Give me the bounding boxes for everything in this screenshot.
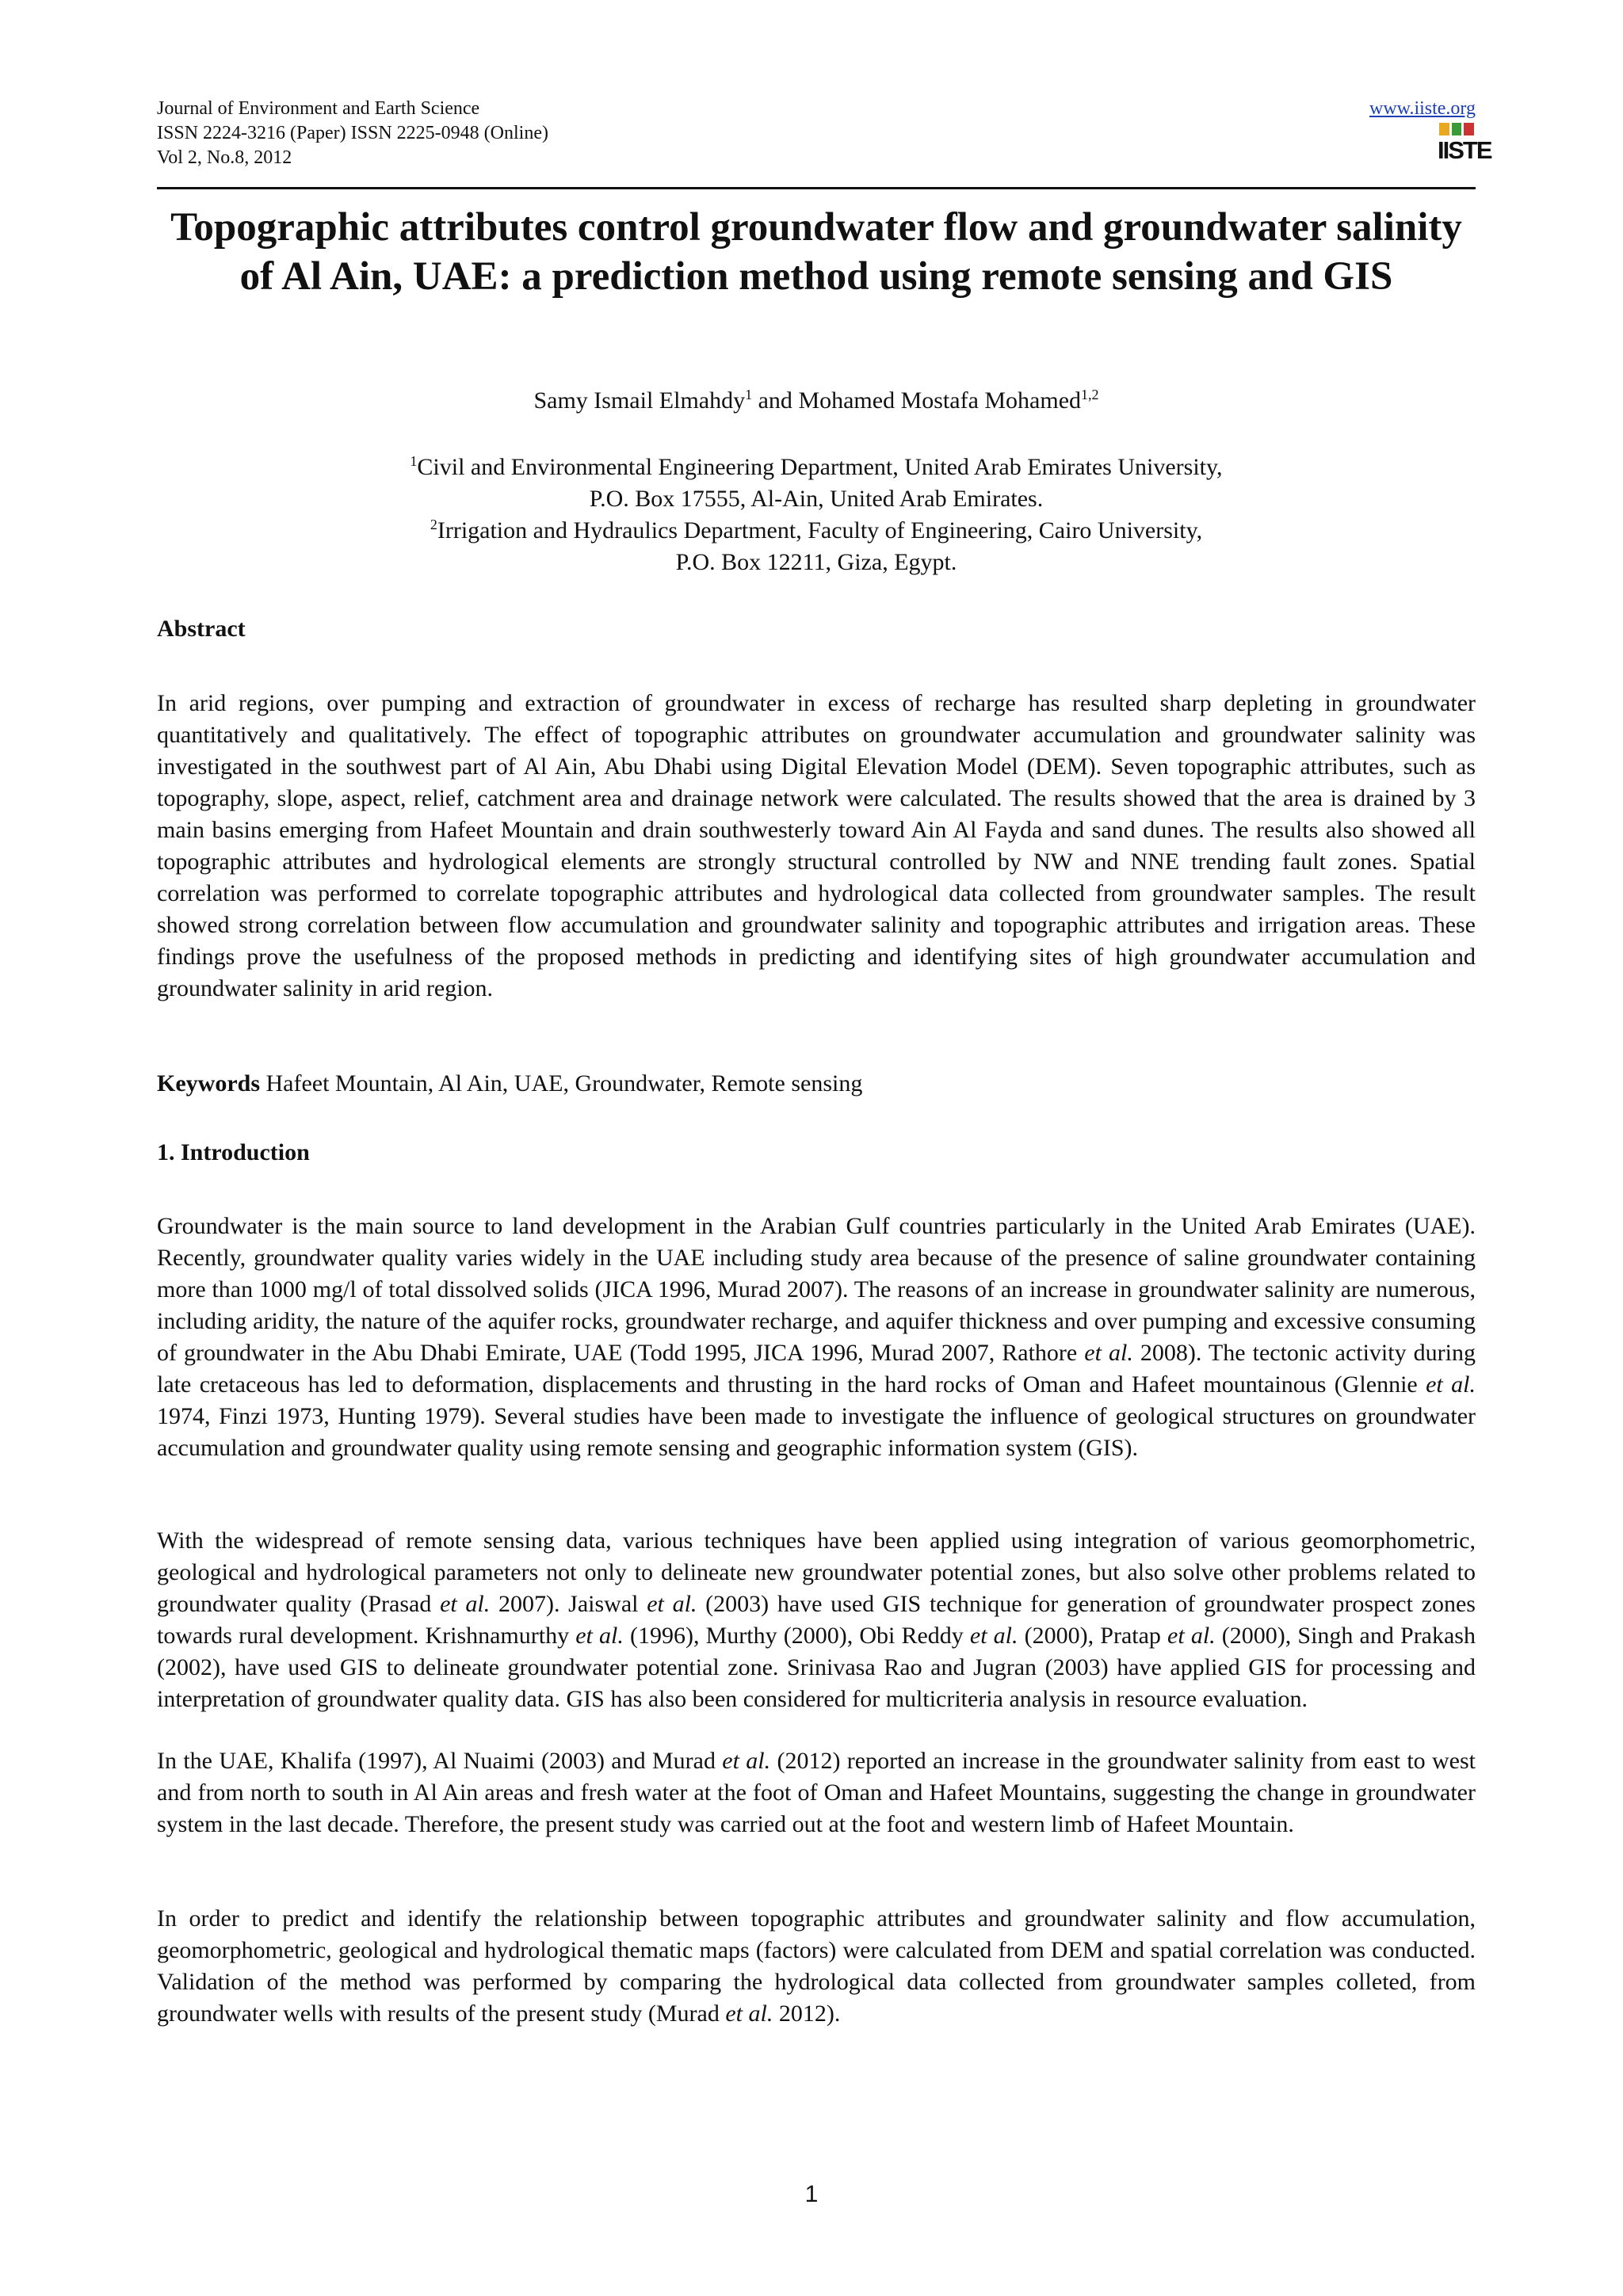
journal-volume: Vol 2, No.8, 2012 — [157, 147, 292, 168]
journal-website-link[interactable]: www.iiste.org — [1369, 98, 1476, 119]
affiliation-2-line-2: P.O. Box 12211, Giza, Egypt. — [675, 549, 957, 575]
intro-paragraph-1: Groundwater is the main source to land development in the Arabian Gulf countries particularly in the United Arab Emirates (UAE). Recently, groundwater quality varies widely in the UAE including study area because of the presence of saline groundwater containing more than 1000 mg/l of total dissolved solids (JICA 1996, Murad 2007). The reasons of an increase in groundwater salinity are numerous, including aridity, the nature of the aquifer rocks, groundwater recharge, and aquifer thickness and over pumping and excessive consuming of groundwater in the Abu Dhabi Emirate, UAE (Todd 1995, JICA 1996, Murad 2007, Rathore et al. 2008). The tectonic activity during late cretaceous has led to deformation, displacements and thrusting in the hard rocks of Oman and Hafeet mountainous (Glennie et al. 1974, Finzi 1973, Hunting 1979). Several studies have been made to investigate the influence of geological structures on groundwater accumulation and groundwater quality using remote sensing and geographic information system (GIS). — [157, 1213, 1476, 1461]
author-line — [157, 385, 1476, 417]
intro-paragraph-3: In the UAE, Khalifa (1997), Al Nuaimi (2003) and Murad et al. (2012) reported an increase in the groundwater salinity from east to west and from north to south in Al Ain areas and fresh water at the foot of Oman and Hafeet Mountains, suggesting the change in groundwater system in the last decade. Therefore, the present study was carried out at the foot and western limb of Hafeet Mountain. — [157, 1748, 1476, 1837]
intro-paragraph-2: With the widespread of remote sensing data, various techniques have been applied using integration of various geomorphometric, geological and hydrological parameters not only to delineate new groundwater potential zones, but also solve other problems related to groundwater quality (Prasad et al. 2007). Jaiswal et al. (2003) have used GIS technique for generation of groundwater prospect zones towards rural development. Krishnamurthy et al. (1996), Murthy (2000), Obi Reddy et al. (2000), Pratap et al. (2000), Singh and Prakash (2002), have used GIS to delineate groundwater potential zone. Srinivasa Rao and Jugran (2003) have applied GIS for processing and interpretation of groundwater quality data. GIS has also been considered for multicriteria analysis in resource evaluation. — [157, 1527, 1476, 1712]
keywords-list: Hafeet Mountain, Al Ain, UAE, Groundwater, Remote sensing — [260, 1070, 863, 1097]
author-2: Mohamed Mostafa Mohamed — [798, 387, 1082, 414]
affiliation-2-line-1: $^2$Irrigation and Hydraulics Department, Faculty of Engineering, Cairo University, — [430, 517, 1203, 543]
keywords-line — [157, 1068, 1476, 1100]
author-2-affiliation-mark: 1,2 — [1081, 387, 1099, 402]
intro-paragraph-4: In order to predict and identify the relationship between topographic attributes and groundwater salinity and flow accumulation, geomorphometric, geological and hydrological thematic maps (factors) were calculated from DEM and spatial correlation was conducted. Validation of the method was performed by comparing the hydrological data collected from groundwater samples colleted, from groundwater wells with results of the present study (Murad et al. 2012). — [157, 1905, 1476, 2027]
logo-bars — [1439, 123, 1474, 135]
journal-name: Journal of Environment and Earth Science — [157, 98, 480, 119]
paper-title: Topographic attributes control groundwater flow and groundwater salinity of Al Ain, UAE: a prediction method using remote sensing and GIS — [170, 205, 1462, 299]
header-divider — [157, 187, 1476, 189]
journal-header — [157, 97, 548, 170]
author-conjunction: and — [752, 387, 799, 414]
journal-issn: ISSN 2224-3216 (Paper) ISSN 2225-0948 (Online) — [157, 123, 548, 143]
introduction-heading: 1. Introduction — [157, 1139, 310, 1165]
abstract-text: In arid regions, over pumping and extraction of groundwater in excess of recharge has resulted sharp depleting in groundwater quantitatively and qualitatively. The effect of topographic attributes on groundwater accumulation and groundwater salinity was investigated in the southwest part of Al Ain, Abu Dhabi using Digital Elevation Model (DEM). Seven topographic attributes, such as topography, slope, aspect, relief, catchment area and drainage network were calculated. The results showed that the area is drained by 3 main basins emerging from Hafeet Mountain and drain southwesterly toward Ain Al Fayda and sand dunes. The results also showed all topographic attributes and hydrological elements are strongly structural controlled by NW and NNE trending fault zones. Spatial correlation was performed to correlate topographic attributes and hydrological data collected from groundwater samples. The result showed strong correlation between flow accumulation and groundwater salinity and topographic attributes and irrigation areas. These findings prove the usefulness of the proposed methods in predicting and identifying sites of high groundwater accumulation and groundwater salinity in arid region. — [157, 690, 1476, 1001]
affiliations — [157, 452, 1476, 578]
logo-text: IISTE — [1438, 136, 1491, 164]
journal-website-block — [1369, 97, 1476, 121]
iiste-logo-icon — [1438, 123, 1491, 167]
page-number: 1 — [804, 2181, 819, 2207]
author-1-affiliation-mark: 1 — [745, 387, 753, 402]
affiliation-1-line-1: $^1$Civil and Environmental Engineering Department, United Arab Emirates University, — [410, 453, 1223, 480]
affiliation-1-line-2: P.O. Box 17555, Al-Ain, United Arab Emirates. — [589, 486, 1044, 512]
abstract-heading: Abstract — [157, 616, 246, 642]
author-1: Samy Ismail Elmahdy — [533, 387, 746, 414]
keywords-label: Keywords — [157, 1070, 260, 1097]
